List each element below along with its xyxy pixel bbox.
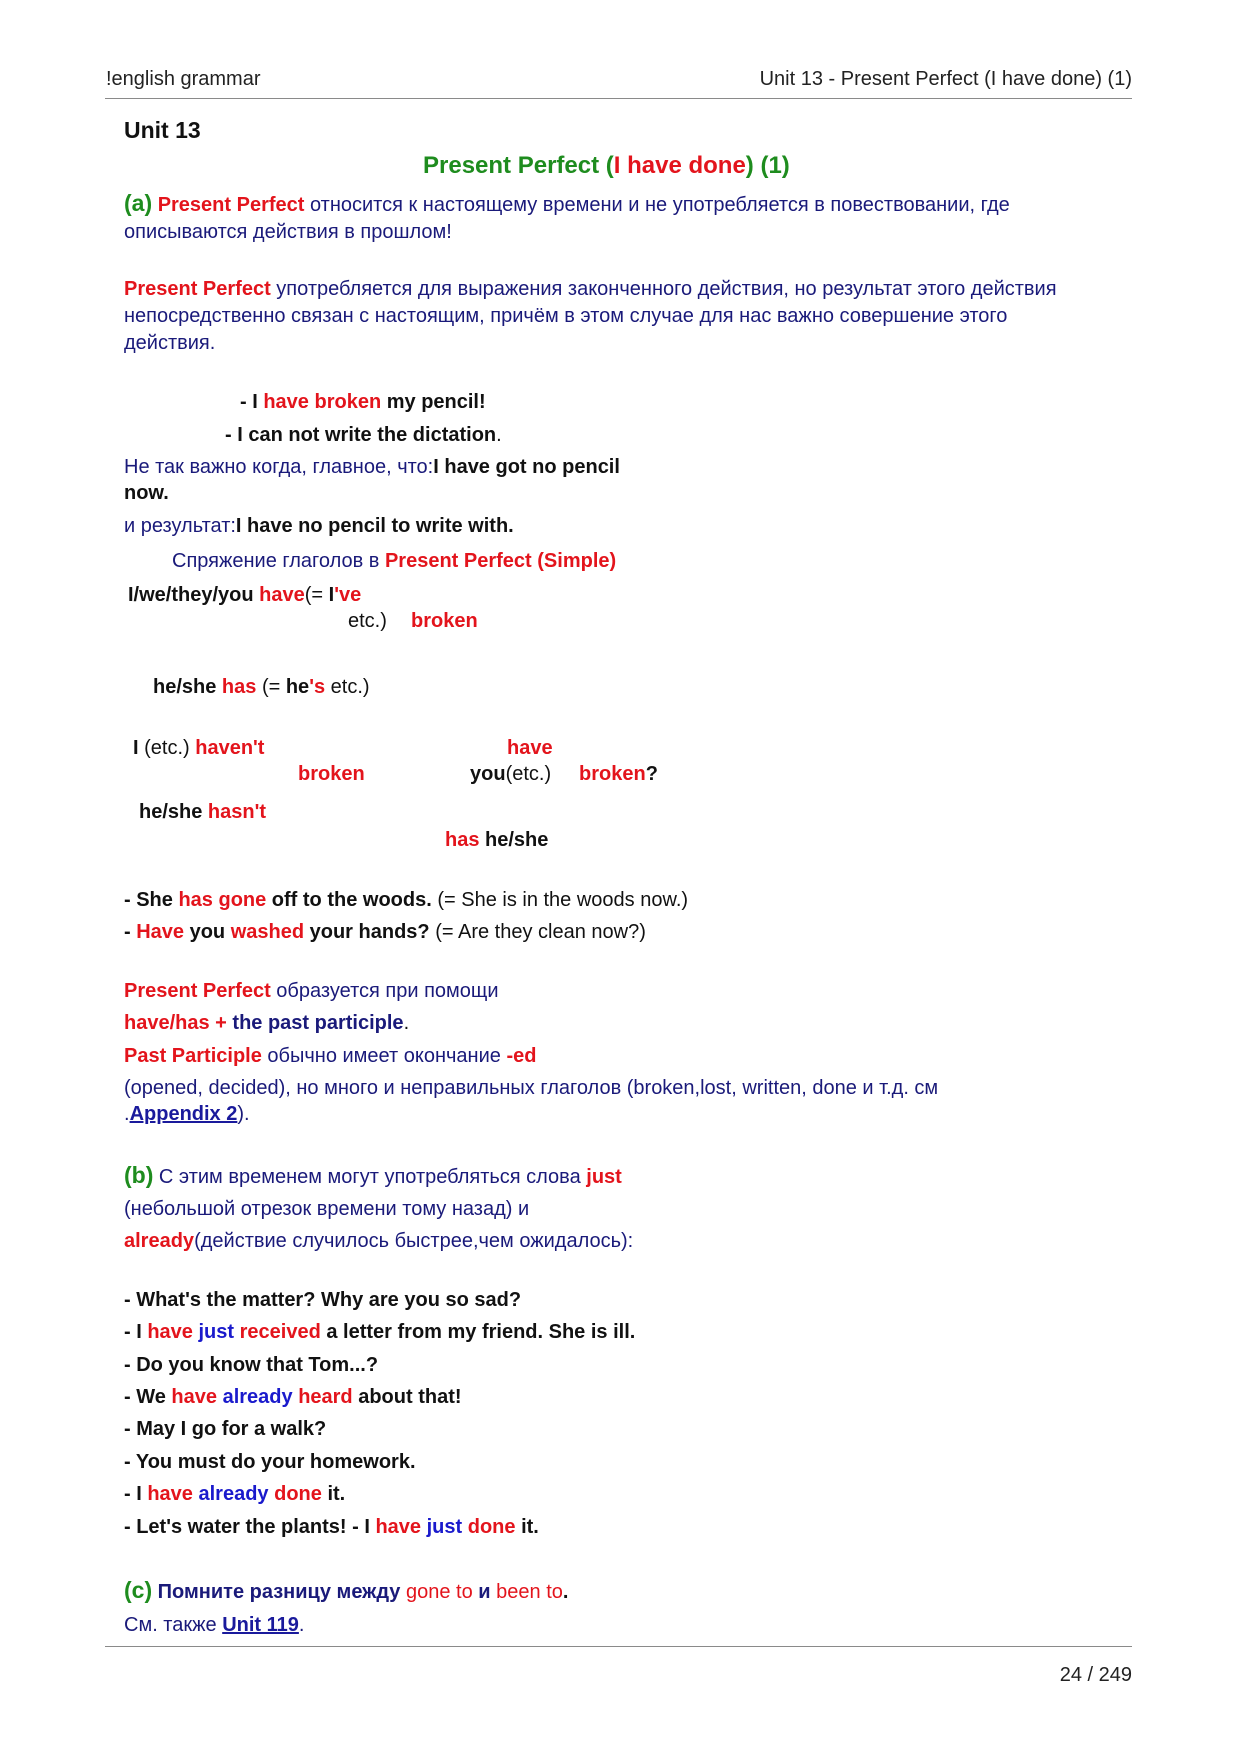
dialog-line: - May I go for a walk? (124, 1418, 327, 1440)
section-b-line-3: already(действие случилось быстрее,чем ожидалось): (124, 1230, 634, 1252)
appendix-2-link[interactable]: Appendix 2 (129, 1103, 238, 1125)
section-b-line-1: (b) С этим временем могут употребляться слова just (124, 1162, 622, 1188)
section-b-marker: (b) (124, 1162, 154, 1188)
example-line-now: now. (124, 482, 169, 504)
question-row-has: has he/she (445, 829, 549, 851)
header-right: Unit 13 - Present Perfect (I have done) (1) (759, 68, 1132, 90)
dialog-line: - What's the matter? Why are you so sad? (124, 1289, 522, 1311)
section-c-line-1: (c) Помните разницу между gone to и been to. (124, 1577, 569, 1603)
footer-divider (105, 1646, 1132, 1647)
conjugation-title: Спряжение глаголов в Present Perfect (Simple) (172, 550, 617, 572)
formation-line-3: Past Participle обычно имеет окончание -ed (124, 1045, 537, 1067)
example-washed-hands: - Have you washed your hands? (= Are they clean now?) (124, 921, 646, 943)
section-a-paragraph-1: (a) Present Perfect относится к настоящему времени и не употребляется в повествовании, где описываются действия в прошлом! (124, 190, 1010, 243)
example-line-broken-pencil: - I have broken my pencil! (240, 391, 486, 413)
dialog-line: - Let's water the plants! - I have just done it. (124, 1516, 539, 1538)
question-have: have (507, 737, 553, 759)
question-broken: broken? (579, 763, 658, 785)
page-number: 24 / 249 (1059, 1664, 1132, 1686)
dialog-line: - You must do your homework. (124, 1451, 416, 1473)
example-line-result: и результат:I have no pencil to write with. (124, 515, 514, 537)
formation-line-1: Present Perfect образуется при помощи (124, 980, 499, 1002)
conjugation-etc: etc.) (348, 610, 387, 632)
conjugation-row-have: I/we/they/you have(= I've (128, 584, 362, 606)
dialog-line: - I have just received a letter from my friend. She is ill. (124, 1321, 636, 1343)
example-gone-woods: - She has gone off to the woods. (= She is in the woods now.) (124, 889, 689, 911)
formation-line-4: (opened, decided), но много и неправильных глаголов (broken,lost, written, done и т.д. см (124, 1077, 939, 1099)
negative-row-hasnt: he/she hasn't (139, 801, 267, 823)
negative-row-havent: I (etc.) haven't (133, 737, 265, 759)
dialog-line: - We have already heard about that! (124, 1386, 462, 1408)
dialog-line: - Do you know that Tom...? (124, 1354, 379, 1376)
section-c-line-2: См. также Unit 119. (124, 1614, 305, 1636)
example-line-dictation: - I can not write the dictation. (225, 424, 502, 446)
header-left: !english grammar (106, 68, 261, 90)
formation-line-5: .Appendix 2). (124, 1103, 250, 1125)
page-title: Present Perfect (I have done) (1) (423, 152, 790, 179)
formation-line-2: have/has + the past participle. (124, 1012, 410, 1034)
unit-label: Unit 13 (124, 117, 201, 143)
conjugation-row-has: he/she has (= he's etc.) (153, 676, 370, 698)
question-row-you: you(etc.) (470, 763, 552, 785)
example-line-pencil-now: Не так важно когда, главное, что:I have got no pencil (124, 456, 620, 478)
header-divider (105, 98, 1132, 99)
conjugation-broken: broken (411, 610, 478, 632)
section-b-line-2: (небольшой отрезок времени тому назад) и (124, 1198, 530, 1220)
negative-broken: broken (298, 763, 365, 785)
dialog-line: - I have already done it. (124, 1483, 346, 1505)
section-c-marker: (c) (124, 1577, 153, 1603)
section-a-marker: (a) (124, 190, 153, 216)
section-a-paragraph-2: Present Perfect употребляется для выражения законченного действия, но результат этого действия непосредственно связан с настоящим, причём в этом случае для нас важно совершение этого действия. (124, 278, 1057, 354)
unit-119-link[interactable]: Unit 119 (222, 1614, 299, 1636)
